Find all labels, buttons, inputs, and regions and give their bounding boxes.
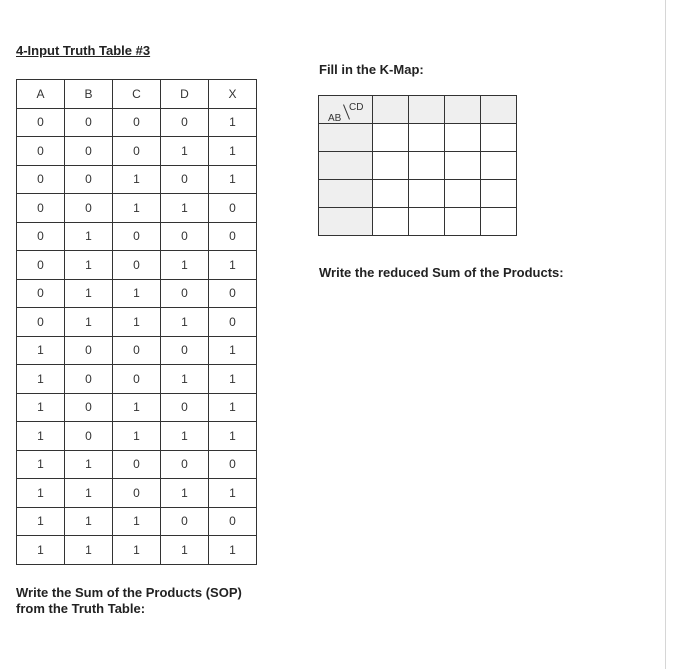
kmap-col-header[interactable]	[409, 96, 445, 124]
kmap-row	[319, 152, 517, 180]
truth-table-row	[17, 393, 257, 422]
cell-x: 0	[209, 308, 257, 337]
cell-d: 0	[161, 108, 209, 137]
kmap-col-header[interactable]	[373, 96, 409, 124]
cell-b: 1	[65, 536, 113, 565]
cell-d: 0	[161, 336, 209, 365]
kmap-row-header[interactable]	[319, 208, 373, 236]
cell-d: 1	[161, 137, 209, 166]
truth-table-row	[17, 536, 257, 565]
truth-table-row	[17, 165, 257, 194]
truth-table-row	[17, 108, 257, 137]
cell-c: 1	[113, 194, 161, 223]
truth-table-row	[17, 450, 257, 479]
sop-prompt: Write the Sum of the Products (SOP) from the Truth Table:	[16, 585, 242, 616]
cell-b: 0	[65, 137, 113, 166]
cell-b: 0	[65, 165, 113, 194]
kmap-row-var-label: AB	[328, 113, 342, 124]
cell-d: 0	[161, 393, 209, 422]
cell-d: 0	[161, 507, 209, 536]
cell-a: 1	[17, 479, 65, 508]
kmap-cell[interactable]	[373, 124, 409, 152]
cell-d: 0	[161, 279, 209, 308]
cell-a: 0	[17, 308, 65, 337]
truth-table-row	[17, 479, 257, 508]
truth-table-row	[17, 251, 257, 280]
cell-d: 0	[161, 165, 209, 194]
cell-a: 0	[17, 222, 65, 251]
cell-a: 1	[17, 507, 65, 536]
reduced-sop-prompt: Write the reduced Sum of the Products:	[319, 265, 564, 280]
truth-table-row	[17, 336, 257, 365]
cell-c: 0	[113, 450, 161, 479]
cell-b: 0	[65, 393, 113, 422]
cell-a: 0	[17, 165, 65, 194]
cell-d: 0	[161, 222, 209, 251]
cell-c: 0	[113, 137, 161, 166]
cell-c: 1	[113, 393, 161, 422]
cell-x: 1	[209, 137, 257, 166]
kmap-cell[interactable]	[481, 208, 517, 236]
cell-a: 1	[17, 536, 65, 565]
kmap-cell[interactable]	[445, 152, 481, 180]
cell-a: 0	[17, 137, 65, 166]
cell-b: 0	[65, 365, 113, 394]
cell-b: 1	[65, 251, 113, 280]
cell-a: 0	[17, 279, 65, 308]
cell-c: 0	[113, 222, 161, 251]
kmap-col-header[interactable]	[445, 96, 481, 124]
cell-b: 1	[65, 308, 113, 337]
cell-c: 0	[113, 479, 161, 508]
cell-x: 1	[209, 479, 257, 508]
kmap-row	[319, 180, 517, 208]
cell-x: 1	[209, 365, 257, 394]
cell-c: 1	[113, 422, 161, 451]
kmap-row-header[interactable]	[319, 124, 373, 152]
cell-d: 1	[161, 479, 209, 508]
kmap-corner	[319, 96, 373, 124]
cell-b: 0	[65, 336, 113, 365]
header-x: X	[209, 80, 257, 109]
truth-table-header-row	[17, 80, 257, 109]
kmap-col-var-label: CD	[349, 102, 364, 113]
header-a: A	[17, 80, 65, 109]
cell-c: 0	[113, 108, 161, 137]
kmap-row-header[interactable]	[319, 152, 373, 180]
kmap-cell[interactable]	[373, 208, 409, 236]
truth-table-row	[17, 137, 257, 166]
cell-x: 0	[209, 222, 257, 251]
cell-x: 1	[209, 393, 257, 422]
cell-x: 1	[209, 536, 257, 565]
kmap-cell[interactable]	[409, 208, 445, 236]
cell-a: 1	[17, 393, 65, 422]
cell-d: 1	[161, 422, 209, 451]
kmap-cell[interactable]	[409, 124, 445, 152]
cell-a: 0	[17, 194, 65, 223]
kmap-cell[interactable]	[409, 180, 445, 208]
cell-d: 1	[161, 536, 209, 565]
truth-table-row	[17, 279, 257, 308]
truth-table-row	[17, 194, 257, 223]
cell-b: 0	[65, 422, 113, 451]
cell-a: 1	[17, 450, 65, 479]
header-d: D	[161, 80, 209, 109]
kmap-title: Fill in the K-Map:	[319, 62, 424, 77]
truth-table-row	[17, 222, 257, 251]
cell-a: 1	[17, 422, 65, 451]
truth-table-row	[17, 365, 257, 394]
kmap-cell[interactable]	[373, 180, 409, 208]
truth-table	[16, 79, 257, 565]
cell-b: 0	[65, 194, 113, 223]
cell-x: 1	[209, 336, 257, 365]
cell-c: 0	[113, 336, 161, 365]
cell-c: 0	[113, 251, 161, 280]
kmap-cell[interactable]	[481, 180, 517, 208]
kmap-grid	[318, 95, 517, 236]
page-edge	[665, 0, 666, 669]
cell-c: 1	[113, 536, 161, 565]
cell-b: 0	[65, 108, 113, 137]
cell-x: 1	[209, 251, 257, 280]
cell-x: 0	[209, 279, 257, 308]
cell-x: 1	[209, 165, 257, 194]
cell-c: 1	[113, 507, 161, 536]
cell-b: 1	[65, 507, 113, 536]
cell-a: 0	[17, 251, 65, 280]
cell-c: 1	[113, 308, 161, 337]
kmap-row	[319, 208, 517, 236]
cell-b: 1	[65, 479, 113, 508]
cell-a: 1	[17, 365, 65, 394]
cell-a: 0	[17, 108, 65, 137]
cell-c: 0	[113, 365, 161, 394]
kmap-header-row	[319, 96, 517, 124]
cell-c: 1	[113, 279, 161, 308]
kmap-row-header[interactable]	[319, 180, 373, 208]
cell-d: 1	[161, 308, 209, 337]
cell-c: 1	[113, 165, 161, 194]
truth-table-row	[17, 308, 257, 337]
truth-table-body	[17, 108, 257, 564]
kmap-cell[interactable]	[445, 180, 481, 208]
cell-x: 1	[209, 422, 257, 451]
kmap-col-header[interactable]	[481, 96, 517, 124]
page-title: 4-Input Truth Table #3	[16, 43, 151, 58]
truth-table-row	[17, 422, 257, 451]
cell-d: 0	[161, 450, 209, 479]
cell-d: 1	[161, 365, 209, 394]
truth-table-row	[17, 507, 257, 536]
header-b: B	[65, 80, 113, 109]
kmap-cell[interactable]	[445, 208, 481, 236]
cell-x: 0	[209, 507, 257, 536]
header-c: C	[113, 80, 161, 109]
cell-a: 1	[17, 336, 65, 365]
kmap-cell[interactable]	[481, 124, 517, 152]
kmap-cell[interactable]	[445, 124, 481, 152]
cell-d: 1	[161, 251, 209, 280]
cell-x: 1	[209, 108, 257, 137]
cell-b: 1	[65, 279, 113, 308]
cell-x: 0	[209, 450, 257, 479]
cell-b: 1	[65, 222, 113, 251]
kmap-cell[interactable]	[373, 152, 409, 180]
kmap-row	[319, 124, 517, 152]
cell-x: 0	[209, 194, 257, 223]
kmap-cell[interactable]	[409, 152, 445, 180]
cell-d: 1	[161, 194, 209, 223]
cell-b: 1	[65, 450, 113, 479]
kmap-cell[interactable]	[481, 152, 517, 180]
